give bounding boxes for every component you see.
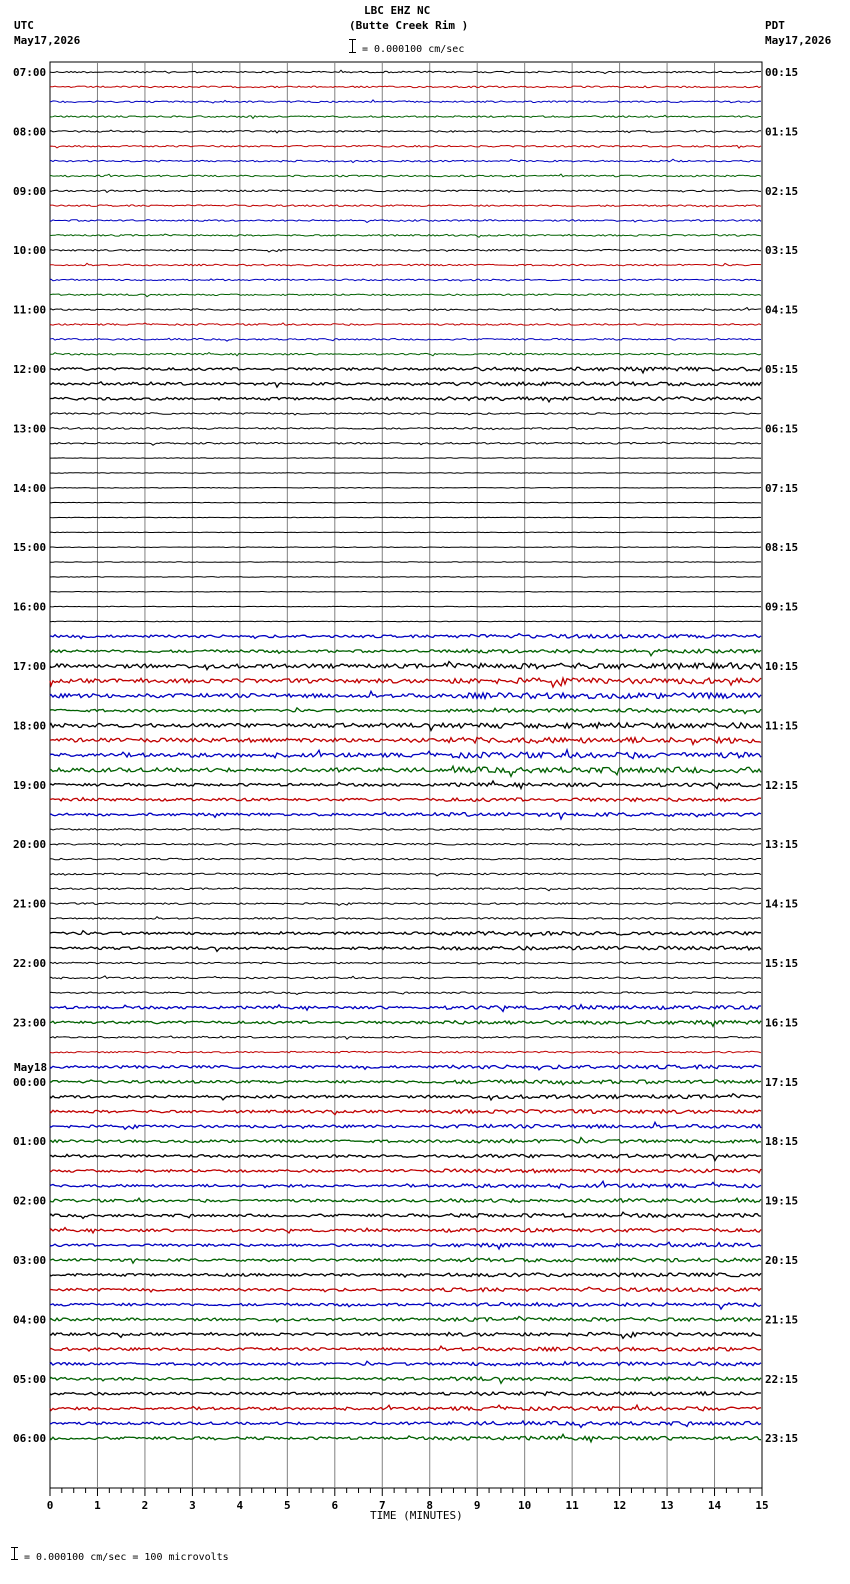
pdt-hour-label: 05:15 bbox=[765, 363, 799, 376]
seismic-trace bbox=[50, 1287, 761, 1292]
pdt-hour-label: 10:15 bbox=[765, 660, 799, 673]
seismic-trace bbox=[50, 962, 761, 964]
seismic-trace bbox=[50, 708, 761, 714]
x-tick-label: 14 bbox=[707, 1499, 722, 1512]
seismic-trace bbox=[50, 1258, 761, 1263]
seismic-trace bbox=[50, 174, 761, 177]
seismic-trace bbox=[50, 766, 761, 776]
utc-hour-label: 00:00 bbox=[13, 1075, 47, 1089]
seismic-trace bbox=[50, 1361, 761, 1365]
seismic-trace bbox=[50, 1273, 761, 1277]
seismic-trace bbox=[50, 812, 761, 819]
seismic-trace bbox=[50, 1377, 761, 1383]
pdt-hour-label: 06:15 bbox=[765, 422, 799, 436]
seismic-trace bbox=[50, 606, 761, 607]
seismic-trace bbox=[50, 1303, 761, 1309]
x-tick-label: 15 bbox=[755, 1499, 769, 1512]
seismic-trace bbox=[50, 263, 761, 266]
seismic-trace bbox=[50, 1228, 761, 1233]
site-name: (Butte Creek Rim ) bbox=[349, 19, 469, 32]
utc-hour-label: 22:00 bbox=[13, 957, 47, 970]
seismic-trace bbox=[50, 1169, 761, 1173]
pdt-hour-label: 19:15 bbox=[765, 1194, 799, 1208]
seismic-trace bbox=[50, 1094, 761, 1100]
seismic-trace bbox=[50, 1212, 761, 1218]
pdt-hour-label: 14:15 bbox=[765, 897, 799, 911]
pdt-hour-label: 17:15 bbox=[765, 1075, 799, 1089]
seismic-trace bbox=[50, 532, 761, 533]
utc-hour-label: 21:00 bbox=[13, 897, 47, 911]
pdt-hour-label: 18:15 bbox=[765, 1135, 799, 1149]
x-tick-label: 1 bbox=[94, 1499, 101, 1512]
seismic-trace bbox=[50, 190, 761, 193]
seismic-trace bbox=[50, 412, 761, 415]
seismic-trace bbox=[50, 903, 761, 906]
pdt-hour-label: 23:15 bbox=[765, 1432, 799, 1446]
x-tick-label: 0 bbox=[46, 1499, 54, 1512]
next-date-label: May18 bbox=[14, 1061, 48, 1074]
seismic-trace bbox=[50, 234, 761, 237]
seismic-trace bbox=[50, 1317, 761, 1322]
seismic-trace bbox=[50, 70, 761, 73]
seismic-trace bbox=[50, 843, 761, 845]
seismic-trace bbox=[50, 145, 761, 148]
seismic-trace bbox=[50, 458, 761, 459]
pdt-hour-label: 02:15 bbox=[765, 184, 799, 198]
seismic-trace bbox=[50, 649, 761, 655]
seismic-trace bbox=[50, 159, 761, 162]
utc-hour-label: 04:00 bbox=[13, 1313, 47, 1327]
utc-hour-label: 10:00 bbox=[13, 244, 47, 258]
seismic-trace bbox=[50, 279, 761, 281]
seismic-trace bbox=[50, 488, 761, 489]
utc-hour-label: 12:00 bbox=[13, 363, 47, 376]
utc-hour-label: 15:00 bbox=[13, 541, 47, 555]
seismic-trace bbox=[50, 1434, 761, 1442]
utc-hour-label: 19:00 bbox=[13, 778, 47, 792]
seismic-trace bbox=[50, 353, 761, 356]
x-tick-label: 8 bbox=[426, 1499, 434, 1512]
pdt-hour-label: 08:15 bbox=[765, 541, 799, 555]
seismic-trace bbox=[50, 798, 761, 802]
seismic-trace bbox=[50, 100, 761, 103]
seismic-trace bbox=[50, 1421, 761, 1428]
seismic-trace bbox=[50, 1242, 761, 1249]
seismic-trace bbox=[50, 367, 761, 373]
seismic-trace bbox=[50, 738, 761, 745]
right-timezone: PDT bbox=[765, 19, 785, 32]
footer-scale-cap-top bbox=[11, 1547, 18, 1548]
seismic-trace bbox=[50, 781, 761, 789]
pdt-hour-label: 09:15 bbox=[765, 600, 799, 614]
seismic-trace bbox=[50, 917, 761, 920]
seismic-trace bbox=[50, 1154, 761, 1160]
utc-hour-label: 07:00 bbox=[13, 66, 47, 79]
seismic-trace bbox=[50, 473, 761, 474]
seismic-trace bbox=[50, 1005, 761, 1012]
seismic-trace bbox=[50, 1122, 761, 1129]
seismic-trace bbox=[50, 1021, 761, 1027]
station-title: LBC EHZ NC bbox=[364, 4, 431, 17]
pdt-hour-label: 11:15 bbox=[765, 719, 799, 733]
utc-hour-label: 20:00 bbox=[13, 838, 47, 852]
seismic-trace bbox=[50, 634, 761, 639]
pdt-hour-label: 00:15 bbox=[765, 66, 799, 79]
seismic-trace bbox=[50, 308, 761, 311]
pdt-hour-label: 04:15 bbox=[765, 303, 799, 317]
pdt-hour-label: 01:15 bbox=[765, 125, 799, 139]
seismic-trace bbox=[50, 1198, 761, 1202]
seismic-trace bbox=[50, 829, 761, 831]
utc-hour-label: 03:00 bbox=[13, 1254, 47, 1267]
seismic-trace bbox=[50, 577, 761, 578]
seismic-trace bbox=[50, 1080, 761, 1085]
seismic-trace bbox=[50, 946, 761, 951]
utc-hour-label: 01:00 bbox=[13, 1135, 47, 1149]
seismic-trace bbox=[50, 442, 761, 445]
seismic-trace bbox=[50, 1110, 761, 1115]
x-axis-label: TIME (MINUTES) bbox=[370, 1509, 463, 1522]
x-tick-label: 9 bbox=[473, 1499, 481, 1512]
seismic-trace bbox=[50, 1405, 761, 1411]
seismic-trace bbox=[50, 517, 761, 518]
seismic-trace bbox=[50, 249, 761, 252]
pdt-hour-label: 12:15 bbox=[765, 778, 799, 792]
x-tick-label: 12 bbox=[612, 1499, 627, 1512]
footer-scale-cap-bottom bbox=[11, 1559, 18, 1560]
x-tick-label: 2 bbox=[141, 1499, 149, 1512]
seismic-trace bbox=[50, 678, 761, 687]
seismic-trace bbox=[50, 115, 761, 118]
seismic-trace bbox=[50, 691, 761, 698]
x-tick-label: 5 bbox=[284, 1499, 291, 1512]
seismic-trace bbox=[50, 338, 761, 341]
utc-hour-label: 02:00 bbox=[13, 1194, 47, 1208]
seismic-trace bbox=[50, 562, 761, 563]
left-date: May17,2026 bbox=[14, 34, 81, 47]
utc-hour-label: 05:00 bbox=[13, 1372, 47, 1386]
seismic-trace bbox=[50, 621, 761, 622]
seismic-trace bbox=[50, 428, 761, 430]
seismic-trace bbox=[50, 662, 761, 670]
seismic-trace bbox=[50, 1051, 761, 1053]
footer-scale-note: = 0.000100 cm/sec = 100 microvolts bbox=[24, 1552, 229, 1563]
x-tick-label: 3 bbox=[189, 1499, 196, 1512]
seismic-trace bbox=[50, 750, 761, 759]
seismic-trace bbox=[50, 130, 761, 133]
seismic-trace bbox=[50, 992, 761, 995]
utc-hour-label: 16:00 bbox=[13, 600, 47, 614]
pdt-hour-label: 07:15 bbox=[765, 481, 799, 495]
utc-hour-label: 09:00 bbox=[13, 184, 47, 198]
pdt-hour-label: 16:15 bbox=[765, 1016, 799, 1030]
seismic-trace bbox=[50, 1346, 761, 1351]
seismic-trace bbox=[50, 397, 761, 402]
right-date: May17,2026 bbox=[765, 34, 832, 47]
utc-hour-label: 14:00 bbox=[13, 481, 47, 495]
pdt-hour-label: 20:15 bbox=[765, 1254, 799, 1267]
seismic-trace bbox=[50, 873, 761, 876]
utc-hour-label: 13:00 bbox=[13, 422, 47, 436]
utc-hour-label: 11:00 bbox=[13, 303, 47, 317]
seismic-trace bbox=[50, 1036, 761, 1039]
seismic-trace bbox=[50, 502, 761, 503]
x-tick-label: 10 bbox=[518, 1499, 532, 1512]
pdt-hour-label: 03:15 bbox=[765, 244, 799, 258]
seismic-trace bbox=[50, 1332, 761, 1338]
utc-hour-label: 06:00 bbox=[13, 1432, 47, 1446]
x-tick-label: 11 bbox=[565, 1499, 579, 1512]
seismic-trace bbox=[50, 547, 761, 548]
seismic-trace bbox=[50, 294, 761, 297]
x-tick-label: 6 bbox=[331, 1499, 339, 1512]
x-tick-label: 7 bbox=[378, 1499, 386, 1512]
seismic-trace bbox=[50, 592, 761, 593]
utc-hour-label: 17:00 bbox=[13, 660, 47, 673]
pdt-hour-label: 15:15 bbox=[765, 957, 799, 970]
seismic-trace bbox=[50, 86, 761, 88]
seismic-trace bbox=[50, 205, 761, 208]
x-tick-label: 4 bbox=[236, 1499, 244, 1512]
utc-hour-label: 08:00 bbox=[13, 125, 47, 139]
seismic-trace bbox=[50, 858, 761, 860]
seismic-trace bbox=[50, 1065, 761, 1070]
utc-hour-label: 18:00 bbox=[13, 719, 47, 733]
scale-text: = 0.000100 cm/sec bbox=[362, 44, 465, 55]
seismic-trace bbox=[50, 382, 761, 387]
plot-frame bbox=[50, 62, 762, 1488]
seismic-trace bbox=[50, 323, 761, 326]
pdt-hour-label: 13:15 bbox=[765, 838, 799, 852]
pdt-hour-label: 22:15 bbox=[765, 1372, 799, 1386]
seismic-trace bbox=[50, 931, 761, 937]
x-tick-label: 13 bbox=[660, 1499, 674, 1512]
seismic-trace bbox=[50, 888, 761, 891]
seismic-trace bbox=[50, 976, 761, 979]
seismic-trace bbox=[50, 723, 761, 731]
utc-hour-label: 23:00 bbox=[13, 1016, 47, 1030]
seismic-trace bbox=[50, 1392, 761, 1396]
left-timezone: UTC bbox=[14, 19, 34, 32]
seismic-trace bbox=[50, 1138, 761, 1144]
seismic-trace bbox=[50, 1181, 761, 1188]
seismic-trace bbox=[50, 220, 761, 223]
pdt-hour-label: 21:15 bbox=[765, 1313, 799, 1327]
